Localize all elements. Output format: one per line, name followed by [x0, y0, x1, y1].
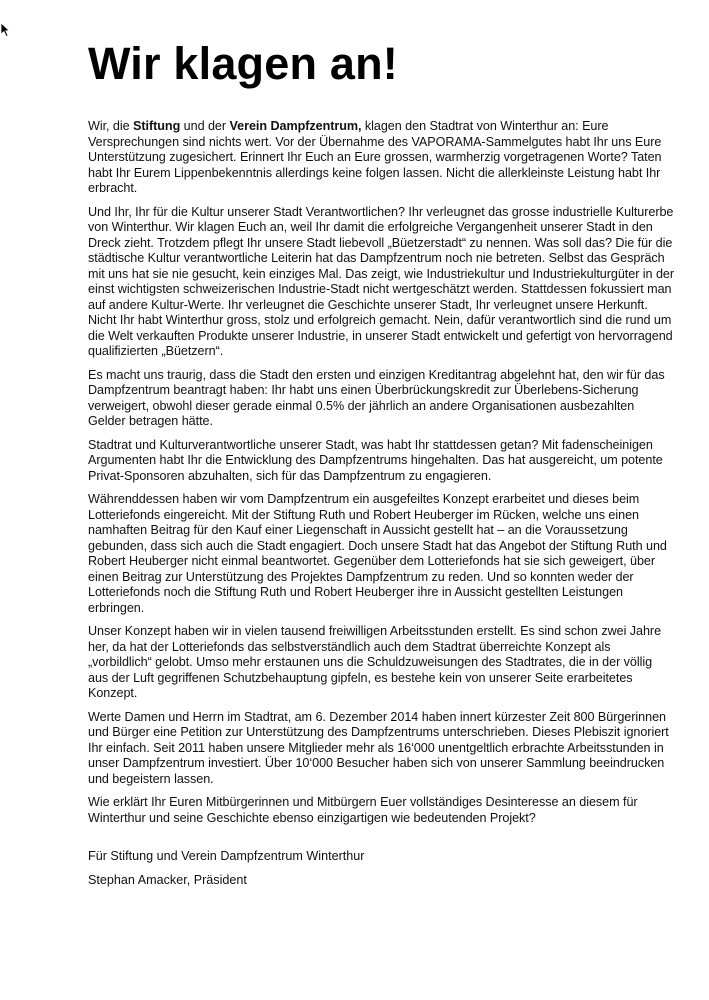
paragraph-2: Und Ihr, Ihr für die Kultur unserer Stadt Verantwortlichen? Ihr verleugnet das grosse industrielle Kulturerbe von Winterthur. Wir klagen Euch an, weil Ihr damit die erfolgreiche Vergangenheit unserer Stadt in den Dreck zieht. Trotzdem pflegt Ihr unsere Stadt liebevoll „Büetzerstadt“ zu nennen. Was soll das? Die für die städtische Kultur verantwortliche Leiterin hat das Dampfzentrum noch nie betreten. Selbst das Gespräch mit uns hat sie nie gesucht, kein einziges Mal. Das zeigt, wie Industriekultur und Industriekulturgüter in der einst wichtigsten schweizerischen Industrie-Stadt nicht wertgeschätzt werden. Stattdessen fokussiert man auf andere Kultur-Werte. Ihr verleugnet die Geschichte unserer Stadt, Ihr verleugnet unsere Herkunft. Nicht Ihr habt Winterthur gross, stolz und erfolgreich gemacht. Nein, dafür verantwortlich sind die rund um die Welt verkauften Produkte unserer Industrie, in unserer Stadt entwickelt und gefertigt von hervorragend qualifizierten „Büetzern“.	[88, 204, 675, 358]
paragraph-7: Werte Damen und Herrn im Stadtrat, am 6. Dezember 2014 haben innert kürzester Zeit 800 Bürgerinnen und Bürger eine Petition zur Unterstützung des Dampfzentrums unterschrieben. Dieses Plebiszit ignoriert Ihr einfach. Seit 2011 haben unsere Mitglieder mehr als 16‘000 unentgeltlich erbrachte Arbeitsstunden in unser Dampfzentrum investiert. Über 10‘000 Besucher haben sich von unserer Sammlung beeindrucken und begeistern lassen.	[88, 709, 669, 786]
emphasis-stiftung: Stiftung	[133, 119, 181, 133]
paragraph-3: Es macht uns traurig, dass die Stadt den ersten und einzigen Kreditantrag abgelehnt hat, den wir für das Dampfzentrum beantragt haben: Ihr habt uns einen Überbrückungskredit zur Überlebens-Sicherung verweigert, obwohl dieser gerade einmal 0.5% der jährlich an andere Organisationen ausbezahlten Gelder betragen hätte.	[88, 367, 665, 428]
paragraph-4: Stadtrat und Kulturverantwortliche unserer Stadt, was habt Ihr stattdessen getan? Mit fadenscheinigen Argumenten habt Ihr die Entwicklung des Dampfzentrums hingehalten. Das hat ausgereicht, um potente Privat-Sponsoren abzuhalten, sich für das Dampfzentrum zu engagieren.	[88, 437, 663, 483]
signature-organization: Für Stiftung und Verein Dampfzentrum Winterthur	[88, 849, 365, 863]
emphasis-verein: Verein Dampfzentrum,	[229, 119, 362, 133]
mouse-pointer-icon	[0, 22, 12, 38]
signature-block	[88, 849, 674, 896]
paragraph-6: Unser Konzept haben wir in vielen tausend freiwilligen Arbeitsstunden erstellt. Es sind schon zwei Jahre her, da hat der Lotteriefonds das selbstverständlich auch dem Stadtrat überreichte Konzept als „vorbildlich“ gelobt. Umso mehr erstaunen uns die Schuldzuweisungen des Stadtrates, die in der völlig aus der Luft gegriffenen Schutzbehauptung gipfeln, es bestehe kein von unserer Seite erarbeitetes Konzept.	[88, 624, 662, 700]
paragraph-5: Währenddessen haben wir vom Dampfzentrum ein ausgefeiltes Konzept erarbeitet und dieses beim Lotteriefonds eingereicht. Mit der Stiftung Ruth und Robert Heuberger im Rücken, welche uns einen namhaften Beitrag für den Kauf einer Liegenschaft in Aussicht gestellt hat – an die Voraussetzung gebunden, dass sich auch die Stadt engagiert. Doch unsere Stadt hat das Angebot der Stiftung Ruth und Robert Heuberger nicht einmal beantwortet. Gegenüber dem Lotteriefonds hat sie sich geweigert, über einen Beitrag zur Unterstützung des Projektes Dampfzentrum zu reden. Und so konnten weder der Lotteriefonds noch die Stiftung Ruth und Robert Heuberger ihre in Aussicht gestellten Leistungen erbringen.	[88, 492, 667, 615]
paragraph-1: Wir, die Stiftung und der Verein Dampfzentrum, klagen den Stadtrat von Winterthur an: Eure Versprechungen sind nichts wert. Vor der Übernahme des VAPORAMA-Sammelgutes habt Ihr uns Eure Unterstützung zugesichert. Erinnert Ihr Euch an Eure grossen, warmherzig vorgetragenen Worte? Taten habt Ihr Eurem Lippenbekenntnis allerdings keine folgen lassen. Nicht die allerkleinste Leistung habt Ihr erbracht.	[88, 119, 662, 195]
document-title: Wir klagen an!	[88, 38, 398, 89]
signature-name: Stephan Amacker, Präsident	[88, 872, 247, 887]
letter-body	[88, 119, 674, 834]
paragraph-8: Wie erklärt Ihr Euren Mitbürgerinnen und Mitbürgern Euer vollständiges Desinteresse an diesem für Winterthur und seine Geschichte ebenso einzigartigen wie bedeutenden Projekt?	[88, 795, 638, 825]
